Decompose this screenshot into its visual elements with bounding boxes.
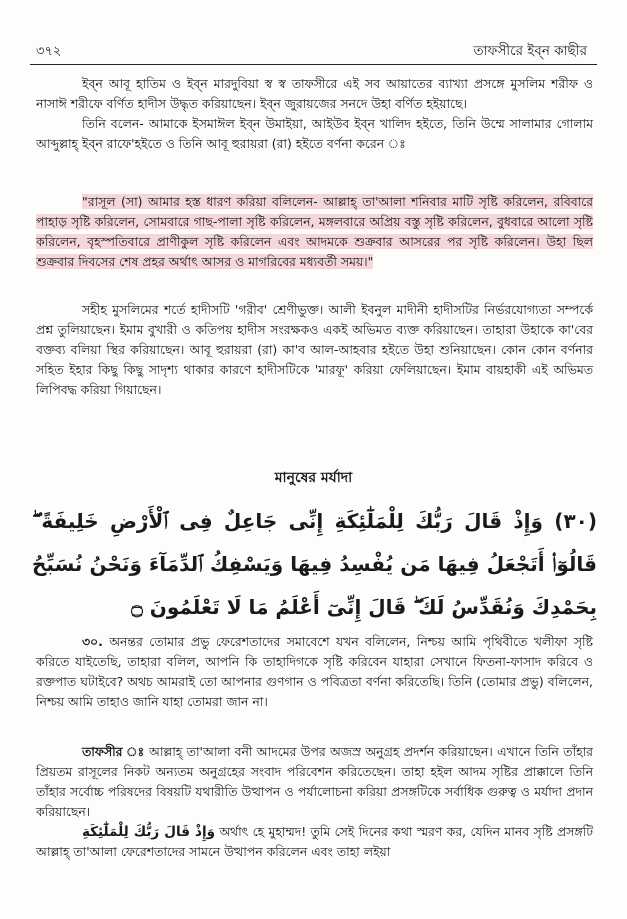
inline-arabic-phrase: وَإِذْ قَالَ رَبُّكَ لِلْمَلَٰٓئِكَةِ: [82, 824, 215, 840]
tafsir-section: [36, 742, 593, 862]
narration-intro: তিনি বলেন- আমাকে ইসমাঈল ইব্‌ন উমাইয়া, আইউব ইব্‌ন খালিদ হইতে, তিনি উম্মে সালামার গোলাম আব্দুল্লাহ্ ইব্‌ন রাফে'হইতে ও তিনি আবূ হুরায়রা (রা) হইতে বর্ণনা করেন ঃ: [36, 116, 593, 151]
commentary-section: [36, 300, 593, 400]
section-heading: মানুষের মর্যাদা: [274, 470, 353, 486]
hadith-quote-block: [36, 192, 593, 272]
arabic-verse: (٣٠) وَإِذْ قَالَ رَبُّكَ لِلْمَلَٰٓئِكَةِ إِنِّى جَاعِلٌ فِى ٱلْأَرْضِ خَلِيفَةً ۖ قَالُوٓا۟ أَتَجْعَلُ فِيهَا مَن يُفْسِدُ فِيهَا وَيَسْفِكُ ٱلدِّمَآءَ وَنَحْنُ نُسَبِّحُ بِحَمْدِكَ وَنُقَدِّسُ لَكَ ۖ قَالَ إِنِّىٓ أَعْلَمُ مَا لَا تَعْلَمُونَ ۝: [32, 509, 597, 619]
page-number: ৩৭২: [36, 44, 62, 59]
tafsir-text-1: আল্লাহ্ তা'আলা বনী আদমের উপর অজস্র অনুগ্রহ প্রদর্শন করিয়াছেন। এখানে তিনি তাঁহার প্রিয়তম রাসূলের নিকট অন্যতম অনুগ্রহের সংবাদ পরিবেশন করিতেছেন। তাহা হইল আদম সৃষ্টির প্রাক্কালে তিনি তাঁহার সর্বোচ্চ পরিষদের বিষয়টি যথারীতি উত্থাপন ও পর্যালোচনা করিয়া প্রসঙ্গটিকে সর্বাধিক গুরুত্ব ও মর্যাদা প্রদান করিয়াছেন।: [36, 744, 593, 819]
header-divider: [30, 64, 597, 65]
highlighted-hadith: "রাসূল (সা) আমার হস্ত ধারণ করিয়া বলিলেন- আল্লাহ্ তা'আলা শনিবার মাটি সৃষ্টি করিলেন, রবিবারে পাহাড় সৃষ্টি করিলেন, সোমবারে গাছ-পালা সৃষ্টি করিলেন, মঙ্গলবারে অপ্রিয় বস্তু সৃষ্টি করিলেন, বুধবারে আলো সৃষ্টি করিলেন, বৃহস্পতিবারে প্রাণীকুল সৃষ্টি করিলেন এবং আদমকে শুক্রবার আসরের পর সৃষ্টি করিলেন। উহা ছিল শুক্রবার দিবসের শেষ প্রহর অর্থাৎ আসর ও মাগরিবের মধ্যবর্তী সময়।": [36, 194, 593, 269]
translation-section: [36, 632, 593, 712]
verse-number: ৩০.: [82, 634, 103, 649]
intro-section: [36, 74, 593, 154]
book-title: তাফসীরে ইব্‌ন কাছীর: [473, 43, 587, 59]
commentary-paragraph: সহীহ মুসলিমের শর্তে হাদীসটি 'গরীব' শ্রেণীভুক্ত। আলী ইবনুল মাদীনী হাদীসটির নির্ভরযোগ্যতা সম্পর্কে প্রশ্ন তুলিয়াছেন। ইমাম বুখারী ও কতিপয় হাদীস সংরক্ষকও একই অভিমত ব্যক্ত করিয়াছেন। তাহারা উহাকে কা'বের বক্তব্য বলিয়া স্থির করিয়াছেন। আবূ হুরায়রা (রা) কা'ব আল-আহবার হইতে উহা শুনিয়াছেন। কোন কোন বর্ণনার সহিত ইহার কিছু কিছু সাদৃশ্য থাকার কারণে হাদীসটিকে 'মারফূ' করিয়া ফেলিয়াছেন। ইমাম বায়হাকী এই অভিমত লিপিবদ্ধ করিয়া গিয়াছেন।: [36, 302, 593, 397]
translation-text: অনন্তর তোমার প্রভু ফেরেশতাদের সমাবেশে যখন বলিলেন, নিশ্চয় আমি পৃথিবীতে খলীফা সৃষ্টি করিতে যাইতেছি, তাহারা বলিল, আপনি কি তাহাদিগকে সৃষ্টি করিবেন যাহারা সেখানে ফিতনা-ফাসাদ করিবে ও রক্তপাত ঘটাইবে? অথচ আমরাই তো আপনার গুণগান ও পবিত্রতা বর্ণনা করিতেছি। তিনি (তোমার প্রভু) বলিলেন, নিশ্চয় আমি তাহাও জানি যাহা তোমরা জান না।: [36, 634, 593, 709]
tafsir-label: তাফসীর ঃ: [82, 744, 145, 759]
tafsir-text-2: অর্থাৎ হে মুহাম্মদ! তুমি সেই দিনের কথা স্মরণ কর, যেদিন মানব সৃষ্টি প্রসঙ্গটি আল্লাহ্ তা'আলা ফেরেশতাদের সামনে উত্থাপন করিলেন এবং তাহা লইয়া: [36, 824, 593, 859]
intro-paragraph: ইব্‌ন আবূ হাতিম ও ইব্‌ন মারদুবিয়া স্ব স্ব তাফসীরে এই সব আয়াতের ব্যাখ্যা প্রসঙ্গে মুসলিম শরীফ ও নাসাঈ শরীফে বর্ণিত হাদীস উদ্ধৃত করিয়াছেন। ইব্‌ন জুরায়জের সনদে উহা বর্ণিত হইয়াছে।: [36, 76, 593, 111]
